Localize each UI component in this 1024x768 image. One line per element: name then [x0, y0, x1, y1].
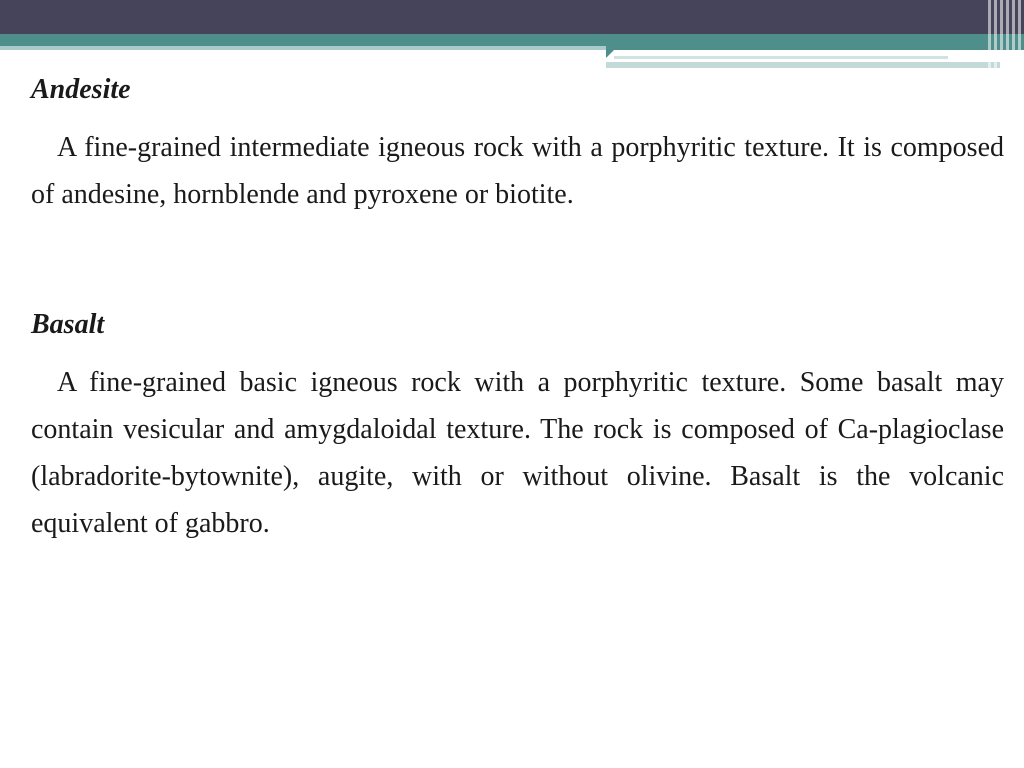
section-body: A fine-grained basic igneous rock with a porphyritic texture. Some basalt may contain vesicular and amygdaloidal texture. The rock is composed of Ca-plagioclase (labradorite-bytownite), augite, with or without olivine. Basalt is the volcanic equivalent of gabbro.	[31, 367, 1004, 539]
header-band-dark	[0, 0, 1024, 34]
header-accent-line	[606, 62, 1000, 68]
section-heading: Basalt	[31, 309, 105, 340]
header-band-teal-light	[0, 46, 606, 50]
stripe	[1000, 0, 1003, 70]
stripe	[1012, 0, 1015, 70]
slide-content	[31, 70, 1004, 547]
stripe	[1006, 0, 1009, 70]
stripe	[1018, 0, 1021, 70]
header-decorative-stripes	[988, 0, 1024, 70]
section-heading: Andesite	[31, 74, 131, 105]
header-tab-block	[606, 46, 1024, 50]
section-basalt	[31, 305, 1004, 547]
header-accent-line	[614, 56, 948, 59]
stripe	[994, 0, 997, 70]
header-tab-notch	[606, 50, 614, 58]
section-body: A fine-grained intermediate igneous rock with a porphyritic texture. It is composed of andesine, hornblende and pyroxene or biotite.	[31, 132, 1004, 210]
stripe	[988, 0, 991, 70]
section-andesite	[31, 70, 1004, 218]
header-band-teal	[0, 34, 1024, 46]
